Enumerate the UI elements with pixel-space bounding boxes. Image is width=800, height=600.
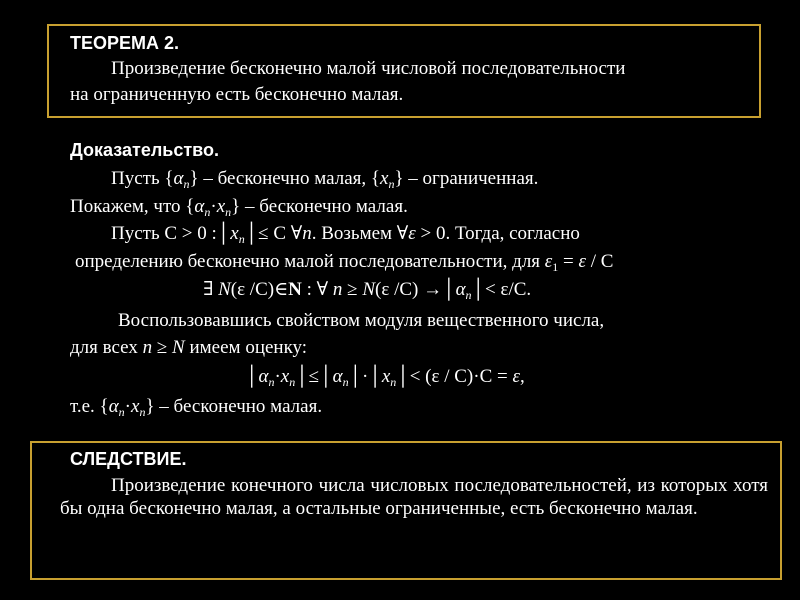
text: > 0. Тогда, согласно <box>415 223 580 244</box>
text: ∃ <box>203 279 219 300</box>
text: · <box>274 366 281 387</box>
subscript: n <box>204 205 211 219</box>
text: · <box>210 196 217 217</box>
symbol: N <box>172 337 185 358</box>
subscript: 1 <box>552 260 559 274</box>
proof-line-7 <box>70 337 307 359</box>
symbol: x <box>381 366 391 387</box>
subscript: n <box>139 405 146 419</box>
symbol: x <box>131 396 140 417</box>
text: │ <box>245 366 259 387</box>
text: Пусть С > 0 :│ <box>111 223 231 244</box>
text: . Возьмем ∀ <box>311 223 409 244</box>
text: } – бесконечно малая. <box>231 196 408 217</box>
symbol: α <box>194 196 205 217</box>
corollary-text: Произведение конечного числа числовых последовательностей, из которых хотя бы одна бесконечно малая, а остальные ограниченные, есть бесконечно малая. <box>60 475 768 519</box>
symbol: N <box>362 279 376 300</box>
text: (ε /С) →│ <box>375 279 456 300</box>
proof-line-5 <box>203 279 531 301</box>
text: │·│ <box>348 366 382 387</box>
text: } – бесконечно малая, { <box>189 168 380 189</box>
proof-line-2 <box>70 196 408 218</box>
symbol: n <box>142 337 153 358</box>
text: Пусть { <box>111 168 174 189</box>
text: · <box>124 396 131 417</box>
subscript: n <box>238 232 245 246</box>
subscript: n <box>388 177 395 191</box>
symbol: n <box>328 279 343 300</box>
text: = <box>558 251 579 272</box>
text: │< (ε / С)·С = <box>396 366 513 387</box>
symbol: n <box>302 223 312 244</box>
text: │≤│ <box>295 366 333 387</box>
subscript: n <box>390 375 397 389</box>
symbol: α <box>455 279 466 300</box>
subscript: n <box>118 405 125 419</box>
text: (ε /С)∈ <box>230 279 289 300</box>
proof-line-9 <box>70 396 322 418</box>
subscript: n <box>465 288 472 302</box>
text: определению бесконечно малой последовательности, для <box>75 251 545 272</box>
symbol: ε <box>578 251 587 272</box>
symbol: x <box>380 168 389 189</box>
text: для всех <box>70 337 143 358</box>
symbol: ε <box>408 223 416 244</box>
text: │≤ C ∀ <box>244 223 303 244</box>
text: / С <box>586 251 614 272</box>
text: Покажем, что { <box>70 196 195 217</box>
subscript: n <box>268 375 275 389</box>
subscript: n <box>225 205 232 219</box>
symbol: α <box>173 168 184 189</box>
text: , <box>519 366 525 387</box>
proof-line-8 <box>245 366 525 388</box>
subscript: n <box>289 375 296 389</box>
symbol: ε <box>544 251 553 272</box>
text: : ∀ <box>301 279 329 300</box>
symbol: ε <box>512 366 520 387</box>
subscript: n <box>183 177 190 191</box>
proof-heading: Доказательство. <box>70 140 219 160</box>
symbol: x <box>280 366 290 387</box>
symbol: x <box>230 223 239 244</box>
proof-line-6: Воспользовавшись свойством модуля вещественного числа, <box>118 310 605 331</box>
text: } – бесконечно малая. <box>145 396 323 417</box>
symbol: x <box>216 196 226 217</box>
text: имеем оценку: <box>184 337 308 358</box>
theorem-text-line-1: Произведение бесконечно малой числовой последовательности <box>111 58 626 79</box>
subscript: n <box>342 375 349 389</box>
text: ≥ <box>342 279 363 300</box>
text: ≥ <box>152 337 173 358</box>
proof-line-1 <box>111 168 538 190</box>
text: т.е. { <box>70 396 109 417</box>
symbol: α <box>258 366 269 387</box>
symbol: N <box>218 279 231 300</box>
symbol: α <box>332 366 343 387</box>
text: } – ограниченная. <box>394 168 539 189</box>
proof-line-3 <box>111 223 580 245</box>
text: │< ε/С. <box>471 279 532 300</box>
theorem-title: ТЕОРЕМА 2. <box>70 33 180 53</box>
symbol: α <box>108 396 119 417</box>
naturals-symbol: N <box>288 279 302 300</box>
proof-line-4 <box>75 251 613 273</box>
corollary-title: СЛЕДСТВИЕ. <box>70 449 187 469</box>
theorem-text-line-2: на ограниченную есть бесконечно малая. <box>70 84 404 105</box>
